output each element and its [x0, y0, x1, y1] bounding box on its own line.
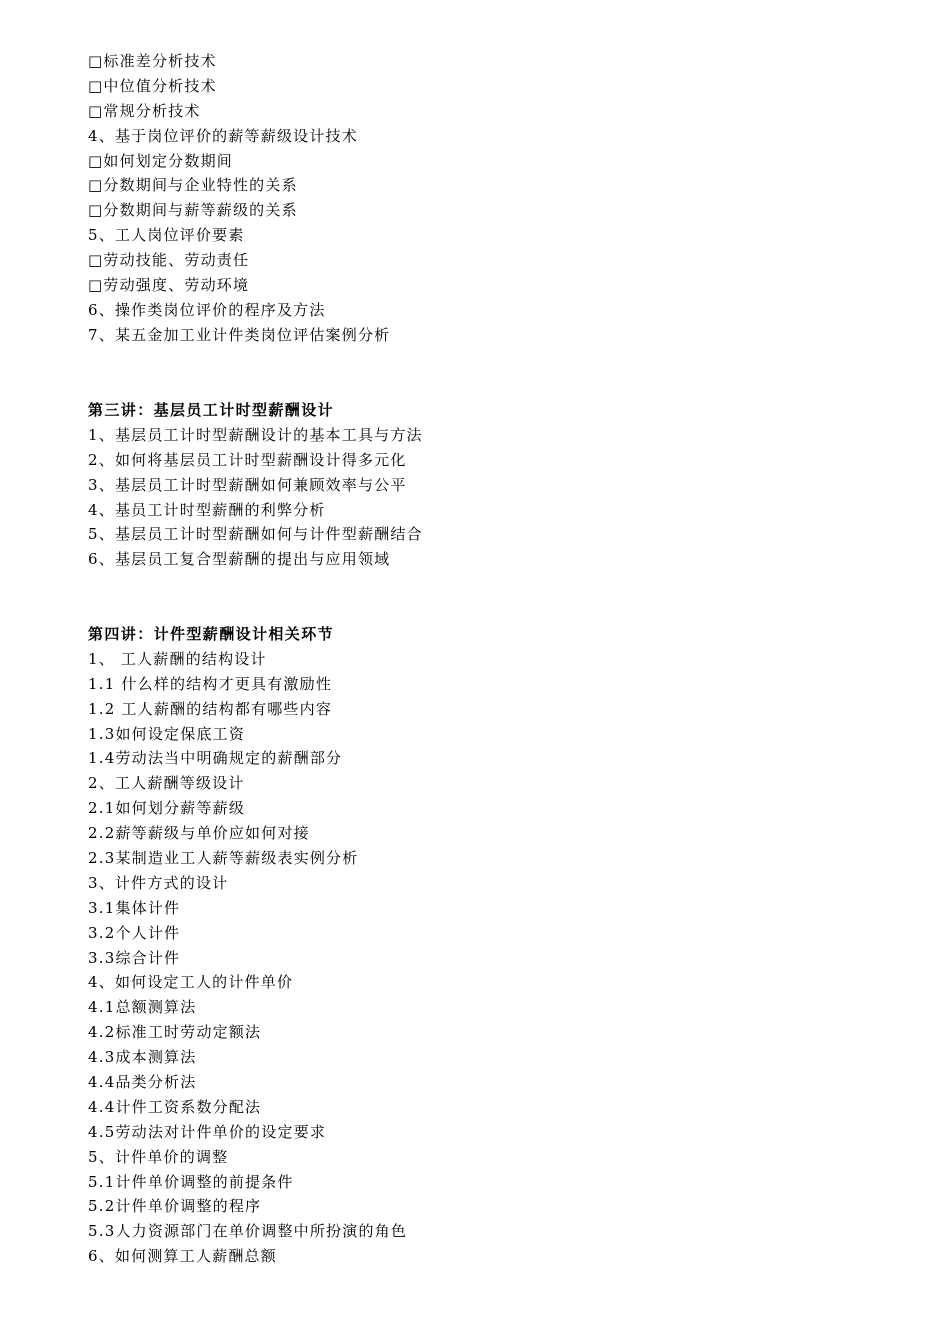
list-item: 2、工人薪酬等级设计	[88, 774, 245, 793]
list-item: 3.2个人计件	[88, 923, 181, 942]
lecture-4-heading: 第四讲：计件型薪酬设计相关环节	[88, 625, 335, 643]
list-item: 4.5劳动法对计件单价的设定要求	[88, 1122, 327, 1141]
list-item: 1、基层员工计时型薪酬设计的基本工具与方法	[88, 425, 423, 444]
list-item: 3、计件方式的设计	[88, 873, 229, 892]
list-item: 2.3某制造业工人薪等薪级表实例分析	[88, 849, 359, 868]
list-item: 1.3如何设定保底工资	[88, 724, 246, 743]
list-item: 5.1计件单价调整的前提条件	[88, 1172, 294, 1191]
list-item: 4.2标准工时劳动定额法	[88, 1023, 262, 1042]
list-item: 1.4劳动法当中明确规定的薪酬部分	[88, 749, 343, 768]
list-item: 4、基员工计时型薪酬的利弊分析	[88, 500, 326, 519]
list-item: 2.2薪等薪级与单价应如何对接	[88, 824, 310, 843]
list-item: 6、如何测算工人薪酬总额	[88, 1247, 277, 1266]
list-item: 1.1 什么样的结构才更具有激励性	[88, 674, 333, 693]
list-item: □分数期间与薪等薪级的关系	[88, 201, 298, 220]
list-item: 4.1总额测算法	[88, 998, 197, 1017]
list-item: □常规分析技术	[88, 101, 201, 120]
list-item: 4、如何设定工人的计件单价	[88, 973, 294, 992]
lecture-3-section	[88, 398, 423, 572]
list-item: 3.3综合计件	[88, 948, 181, 967]
list-item: 1、 工人薪酬的结构设计	[88, 649, 267, 668]
list-item: 2、如何将基层员工计时型薪酬设计得多元化	[88, 450, 407, 469]
list-item: □分数期间与企业特性的关系	[88, 176, 298, 195]
list-item: 4.4计件工资系数分配法	[88, 1097, 262, 1116]
list-item: 3、基层员工计时型薪酬如何兼顾效率与公平	[88, 475, 407, 494]
list-item: 5、计件单价的调整	[88, 1147, 229, 1166]
list-item: □劳动技能、劳动责任	[88, 251, 250, 270]
list-item: 5、工人岗位评价要素	[88, 226, 245, 245]
list-item: 4、基于岗位评价的薪等薪级设计技术	[88, 126, 358, 145]
list-item: □如何划定分数期间	[88, 151, 233, 170]
list-item: 1.2 工人薪酬的结构都有哪些内容	[88, 699, 333, 718]
list-item: 2.1如何划分薪等薪级	[88, 799, 246, 818]
section-continuation	[88, 49, 390, 348]
list-item: □中位值分析技术	[88, 76, 217, 95]
list-item: 5.3人力资源部门在单价调整中所扮演的角色	[88, 1222, 408, 1241]
list-item: 7、某五金加工业计件类岗位评估案例分析	[88, 325, 391, 344]
list-item: 4.4品类分析法	[88, 1073, 197, 1092]
list-item: 4.3成本测算法	[88, 1048, 197, 1067]
lecture-3-heading: 第三讲：基层员工计时型薪酬设计	[88, 401, 335, 419]
list-item: 6、操作类岗位评价的程序及方法	[88, 300, 326, 319]
list-item: □标准差分析技术	[88, 52, 217, 70]
list-item: 5.2计件单价调整的程序	[88, 1197, 262, 1216]
list-item: □劳动强度、劳动环境	[88, 276, 250, 295]
lecture-4-section	[88, 622, 407, 1269]
list-item: 6、基层员工复合型薪酬的提出与应用领域	[88, 550, 391, 569]
list-item: 3.1集体计件	[88, 898, 181, 917]
list-item: 5、基层员工计时型薪酬如何与计件型薪酬结合	[88, 525, 423, 544]
